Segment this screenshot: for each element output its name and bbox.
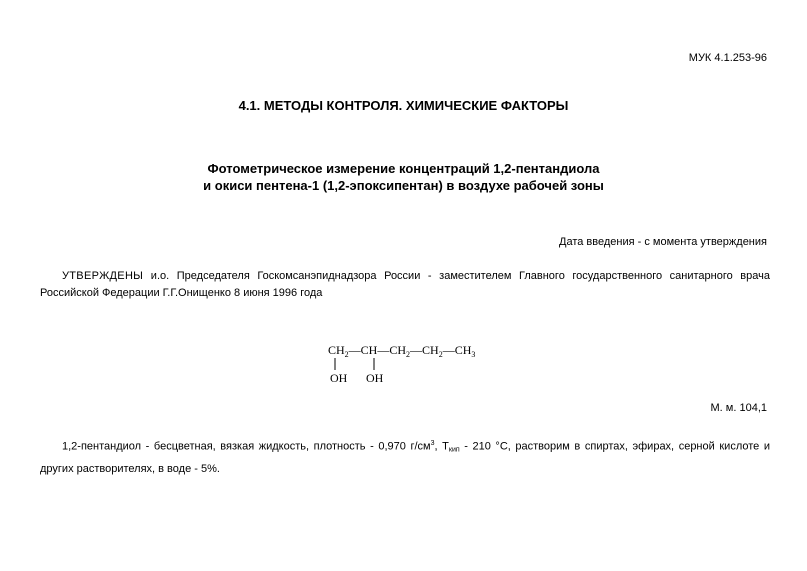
description-paragraph: 1,2-пентандиол - бесцветная, вязкая жидкость, плотность - 0,970 $г/см^3$, $T_{кип} - 210$ °С, растворим в спиртах, эфирах, серной кислоте и других растворителях, в воде - 5%. xyxy=(40,440,770,475)
document-title-line-1: Фотометрическое измерение концентраций 1,2-пентандиола xyxy=(207,161,600,176)
document-title-line-2: и окиси пентена-1 (1,2-эпоксипентан) в воздухе рабочей зоны xyxy=(203,178,604,193)
oh-group-right: OH xyxy=(366,371,384,385)
molar-mass: М. м. 104,1 xyxy=(710,402,767,414)
oh-group-left: OH xyxy=(330,371,348,385)
approval-lead: УТВЕРЖДЕНЫ xyxy=(62,270,144,282)
structural-formula xyxy=(320,340,520,390)
introduction-date: Дата введения - с момента утверждения xyxy=(559,236,767,248)
document-title xyxy=(0,160,807,194)
section-title: 4.1. МЕТОДЫ КОНТРОЛЯ. ХИМИЧЕСКИЕ ФАКТОРЫ xyxy=(238,98,569,113)
approval-text: и.о. Председателя Госкомсанэпиднадзора России - заместителем Главного государственного санитарного врача Российской Федерации Г.Г.Онищенко 8 июня 1996 года xyxy=(40,270,770,299)
approval-paragraph xyxy=(40,268,770,302)
formula-chain: $CH_2—CH—CH_2—CH_2—CH_3$ xyxy=(328,343,476,359)
document-code: МУК 4.1.253-96 xyxy=(688,52,767,64)
